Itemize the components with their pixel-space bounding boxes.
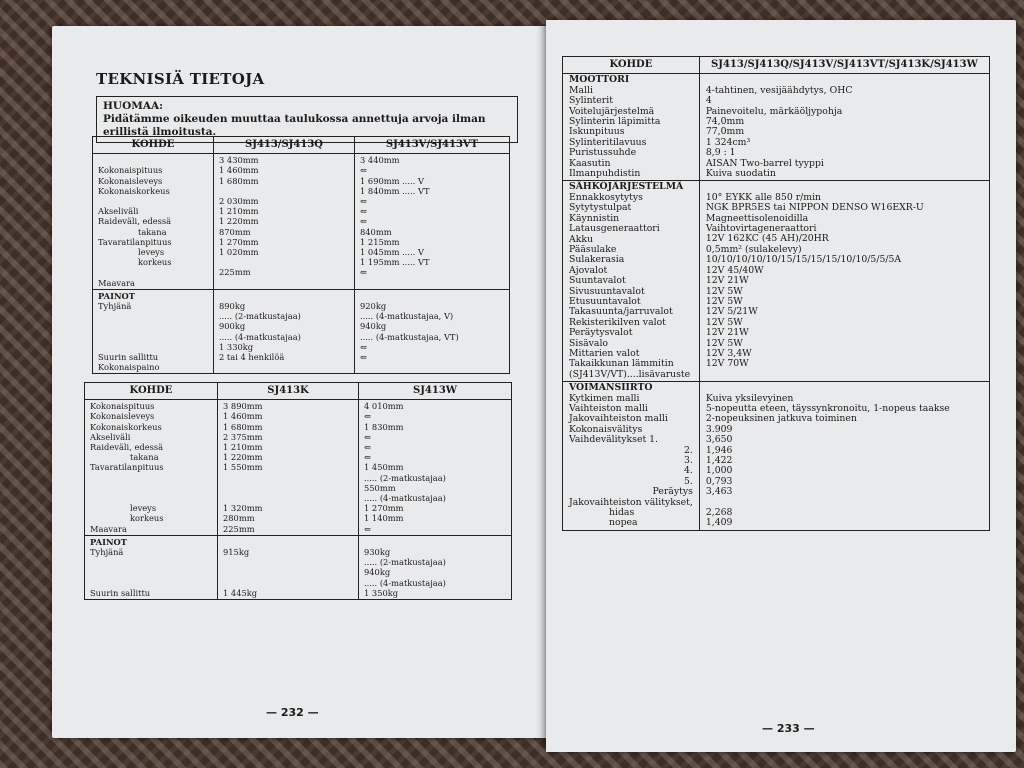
line-text: Mittarien valot (569, 347, 640, 359)
line-text: 1 320mm (223, 503, 263, 514)
line-text (219, 257, 349, 267)
line-text: takana (138, 226, 167, 237)
line-text (219, 186, 349, 196)
line-text: Akseliväli (98, 206, 139, 217)
line-text: 12V 5W (705, 316, 743, 328)
line-text (706, 498, 983, 508)
section-row-moottori (563, 74, 990, 181)
line-text: 1 450mm (364, 462, 404, 473)
line-text: Pääsulake (569, 243, 617, 255)
line-text: Takasuunta/jarruvalot (569, 306, 673, 318)
line-text: ..... (4-matkustajaa, VT) (360, 331, 459, 342)
table-row (85, 400, 512, 536)
line-text: 1,000 (705, 465, 733, 477)
line-text: ⇐ (364, 523, 371, 534)
table-row (85, 535, 512, 599)
line-text: Malli (569, 84, 593, 96)
line-text: 3,650 (705, 434, 733, 446)
line-text: Ilmanpuhdistin (569, 168, 641, 180)
line-text: ⇐ (360, 216, 367, 227)
line-text: 4-tahtinen, vesijäähdytys, OHC (705, 84, 853, 96)
line-text: 1,422 (705, 455, 733, 467)
line-text: Kokonaisleveys (98, 175, 163, 186)
line-text: Kokonaispaino (98, 362, 160, 373)
weight-values-sj413w (359, 535, 512, 599)
line-text (219, 278, 349, 288)
line-text: ⇐ (364, 452, 371, 463)
line-text: ⇐ (360, 206, 367, 217)
line-text: 1 350kg (364, 587, 399, 598)
line-text: Kuiva suodatin (705, 168, 776, 180)
line-text: Raideväli, edessä (90, 442, 164, 453)
line-text (98, 155, 208, 165)
line-text: nopea (609, 517, 638, 529)
line-text: 890kg (219, 301, 246, 312)
line-text: Magneettisolenoidilla (705, 212, 809, 224)
line-text: 3.909 (705, 423, 733, 435)
line-text: ..... (2-matkustajaa) (364, 472, 446, 483)
line-text (223, 473, 353, 483)
line-text: 3 890mm (223, 401, 263, 412)
line-text: Kokonaispituus (98, 165, 163, 176)
section-title: SÄHKÖJÄRJESTELMÄ (569, 181, 684, 193)
line-text: Kokonaisleveys (90, 411, 155, 422)
line-text (98, 332, 208, 342)
line-text: 0,5mm² (sulakelevy) (705, 243, 802, 255)
label-list (569, 394, 693, 529)
line-text: 920kg (360, 301, 387, 312)
line-text: 1 045mm ..... V (360, 247, 424, 258)
line-text: 2 030mm (219, 196, 259, 206)
spec-table-sj413k (84, 382, 512, 600)
line-text: hidas (609, 507, 635, 519)
line-text (90, 483, 212, 493)
value-list (706, 86, 983, 180)
line-text: Takaikkunan lämmitin (569, 358, 674, 370)
line-text: Raideväli, edessä (98, 216, 172, 227)
section-row-sahko (563, 181, 990, 382)
line-text: Kokonaiskorkeus (98, 185, 170, 196)
weight-labels (93, 289, 214, 374)
page-title: TEKNISIÄ TIETOJA (96, 70, 265, 88)
line-text (219, 291, 349, 301)
line-text: ..... (2-matkustajaa) (219, 311, 301, 322)
line-text: 3 430mm (219, 155, 259, 166)
header-sj413v: SJ413V/SJ413VT (355, 137, 510, 154)
line-text: 74,0mm (705, 116, 745, 128)
line-text: Ennakkosytytys (569, 191, 643, 203)
line-text (360, 362, 504, 372)
line-text: Iskunpituus (569, 126, 625, 138)
header-all-models: SJ413/SJ413Q/SJ413V/SJ413VT/SJ413K/SJ413W (699, 57, 989, 74)
line-text (223, 567, 353, 577)
line-text: Sylinterin läpimitta (569, 116, 661, 128)
line-text (364, 537, 506, 547)
dimension-values-sj413w (359, 400, 512, 536)
line-text: Rekisterikilven valot (569, 316, 666, 328)
section-labels (563, 181, 700, 382)
line-text: Tyhjänä (98, 301, 132, 312)
line-text: takana (130, 452, 159, 463)
line-text: 8,9 : 1 (705, 147, 736, 159)
line-text: Ajovalot (569, 264, 608, 276)
line-text: 5. (683, 475, 693, 487)
line-text: Etusuuntavalot (569, 295, 641, 307)
line-text: Jakovaihteiston välitykset, (569, 496, 693, 508)
line-text: Peräytysvalot (569, 327, 633, 339)
page-number: — 232 — (266, 706, 319, 719)
line-text (223, 493, 353, 503)
line-text (223, 483, 353, 493)
line-text: 225mm (219, 267, 251, 278)
line-text: 1 210mm (223, 442, 263, 453)
line-text: 3 440mm (360, 155, 400, 166)
line-text: AISAN Two-barrel tyyppi (705, 157, 824, 169)
line-text: 3,463 (705, 486, 733, 498)
dimension-values-sj413 (214, 154, 355, 290)
line-text: PAINOT (98, 290, 135, 301)
line-text: (SJ413V/VT)....lisävaruste (569, 368, 691, 380)
line-text: 550mm (364, 482, 396, 493)
line-text: 2-nopeuksinen jatkuva toiminen (705, 413, 857, 425)
line-text: leveys (138, 247, 165, 257)
line-text: 870mm (219, 226, 251, 237)
line-text: Sytytystulpat (569, 202, 632, 214)
label-list (569, 86, 693, 180)
line-text (98, 311, 208, 321)
line-text: Painevoitelu, märkäöljypohja (705, 105, 843, 117)
line-text: Maavara (98, 277, 135, 288)
line-text (90, 473, 212, 483)
line-text: 940kg (360, 321, 387, 332)
line-text: 1 215mm (360, 236, 400, 247)
line-text: Sulakerasia (569, 254, 625, 266)
line-text: 1 830mm (364, 421, 404, 432)
line-text (98, 196, 208, 206)
line-text: Vaihdevälitykset 1. (569, 434, 659, 446)
table-row (93, 289, 510, 374)
section-labels (563, 382, 700, 531)
section-values (699, 74, 989, 181)
line-text: 1 690mm ..... V (360, 175, 424, 186)
line-text (223, 557, 353, 567)
line-text: 1,946 (705, 444, 733, 456)
line-text: Suuntavalot (569, 275, 626, 287)
line-text (90, 567, 212, 577)
line-text: ⇐ (360, 196, 367, 207)
line-text: Puristussuhde (569, 147, 637, 159)
line-text: Sylinteritilavuus (569, 136, 647, 148)
line-text: 1 324cm³ (705, 136, 751, 148)
line-text: 1 680mm (219, 175, 259, 186)
line-text: 900kg (219, 321, 246, 332)
line-text: 1 020mm (219, 247, 259, 258)
line-text (223, 578, 353, 588)
line-text (90, 578, 212, 588)
header-sj413k: SJ413K (218, 383, 359, 400)
header-sj413w: SJ413W (359, 383, 512, 400)
line-text: Latausgeneraattori (569, 223, 660, 235)
spec-table-sj413 (92, 136, 510, 374)
line-text: 915kg (223, 547, 250, 558)
line-text: leveys (130, 503, 157, 514)
line-text: ..... (2-matkustajaa) (364, 557, 446, 568)
line-text: 4. (683, 465, 693, 477)
line-text: 1 840mm ..... VT (360, 185, 430, 196)
line-text: 1 460mm (223, 411, 263, 422)
section-row-voimansiirto (563, 382, 990, 531)
line-text: 3. (683, 455, 693, 467)
line-text: 10/10/10/10/10/15/15/15/15/10/10/5/5/5A (705, 254, 902, 266)
notice-box: HUOMAA: Pidätämme oikeuden muuttaa taulukossa annettuja arvoja ilman erillistä ilmoitusta. (96, 96, 518, 143)
header-kohde: KOHDE (85, 383, 218, 400)
header-kohde: KOHDE (93, 137, 214, 154)
line-text: 1 445kg (223, 587, 258, 598)
line-text: Kokonaispituus (90, 401, 155, 412)
line-text: 2 375mm (223, 431, 263, 442)
line-text: ..... (4-matkustajaa) (364, 577, 446, 588)
line-text: NGK BPR5ES tai NIPPON DENSO W16EXR-U (705, 202, 924, 214)
line-text (706, 370, 983, 380)
line-text (223, 537, 353, 547)
line-text: Kytkimen malli (569, 392, 640, 404)
page-number: — 233 — (762, 722, 815, 735)
line-text: Tavaratilanpituus (90, 462, 164, 473)
line-text: 1 460mm (219, 165, 259, 176)
line-text: 1 550mm (223, 462, 263, 473)
line-text: 12V 3,4W (705, 347, 752, 359)
line-text: 930kg (364, 547, 391, 558)
line-text: 10° EYKK alle 850 r/min (705, 191, 822, 203)
line-text: ⇐ (364, 411, 371, 422)
value-list (706, 193, 983, 380)
line-text (98, 267, 208, 277)
line-text: ⇐ (364, 431, 371, 442)
line-text: 12V 162KC (45 AH)/20HR (705, 233, 829, 245)
line-text: Suurin sallittu (90, 587, 151, 598)
line-text (90, 493, 212, 503)
line-text: 280mm (223, 513, 255, 524)
line-text: Sivusuuntavalot (569, 285, 645, 297)
line-text: 0,793 (705, 475, 733, 487)
section-values (699, 382, 989, 531)
line-text: ..... (4-matkustajaa) (364, 493, 446, 504)
line-text: ⇐ (364, 442, 371, 453)
page-232 (52, 26, 548, 738)
line-text: ⇐ (360, 267, 367, 278)
weight-values-sj413v (355, 289, 510, 374)
line-text: Kokonaisvälitys (569, 423, 643, 435)
line-text: korkeus (138, 257, 172, 268)
line-text (219, 362, 349, 372)
line-text: Vaihteiston malli (569, 403, 648, 414)
line-text: 12V 5W (705, 285, 743, 297)
line-text: 1 330kg (219, 341, 254, 352)
weight-labels (85, 535, 218, 599)
line-text: Akku (569, 233, 593, 245)
line-text: 1 140mm (364, 513, 404, 524)
line-text: 4 (705, 95, 712, 107)
line-text: Vaihtovirtageneraattori (705, 223, 817, 235)
line-text: Sisävalo (569, 337, 609, 349)
line-text: 12V 5W (705, 337, 743, 349)
line-text (98, 342, 208, 352)
line-text: Jakovaihteiston malli (569, 413, 668, 425)
line-text: Kuiva yksilevyinen (705, 392, 794, 404)
line-text: 5-nopeutta eteen, täyssynkronoitu, 1-nopeus taakse (705, 402, 950, 414)
line-text: Peräytys (652, 486, 693, 498)
line-text (98, 321, 208, 331)
line-text: 2 tai 4 henkilöä (219, 352, 285, 363)
spec-table-all-models (562, 56, 990, 531)
line-text (90, 557, 212, 567)
label-list (569, 193, 693, 380)
line-text: 2,268 (705, 506, 733, 518)
line-text: Tavaratilanpituus (98, 236, 172, 247)
line-text: 12V 45/40W (705, 264, 764, 276)
line-text: Maavara (90, 523, 127, 534)
line-text: Sylinterit (569, 95, 613, 107)
section-title: VOIMANSIIRTO (569, 382, 653, 394)
line-text: 1 680mm (223, 421, 263, 432)
line-text (360, 278, 504, 288)
line-text: 1 220mm (219, 216, 259, 227)
header-sj413: SJ413/SJ413Q (214, 137, 355, 154)
line-text: 1 270mm (364, 503, 404, 514)
line-text: 1 195mm ..... VT (360, 257, 430, 268)
line-text: korkeus (130, 513, 164, 524)
line-text: ⇐ (360, 352, 367, 363)
line-text: 840mm (360, 226, 392, 237)
table-row (93, 154, 510, 290)
line-text: 12V 21W (705, 275, 749, 287)
line-text: 4 010mm (364, 401, 404, 412)
weight-values-sj413 (214, 289, 355, 374)
line-text: ⇐ (360, 341, 367, 352)
line-text: ⇐ (360, 165, 367, 176)
line-text: Kaasutin (569, 157, 611, 169)
line-text: 1,409 (705, 517, 733, 529)
dimension-values-sj413v (355, 154, 510, 290)
line-text: 2. (683, 444, 693, 456)
section-labels (563, 74, 700, 181)
line-text: Voitelujärjestelmä (569, 105, 655, 117)
dimension-labels (85, 400, 218, 536)
section-title: MOOTTORI (569, 74, 630, 86)
line-text: Käynnistin (569, 212, 620, 224)
line-text: Suurin sallittu (98, 351, 159, 362)
line-text: 77,0mm (705, 126, 745, 138)
line-text (360, 291, 504, 301)
weight-values-sj413k (218, 535, 359, 599)
line-text: 12V 21W (705, 327, 749, 339)
header-kohde: KOHDE (563, 57, 700, 74)
line-text: 1 220mm (223, 452, 263, 463)
dimension-values-sj413k (218, 400, 359, 536)
line-text: 940kg (364, 567, 391, 578)
line-text: Kokonaiskorkeus (90, 421, 162, 432)
line-text: 225mm (223, 523, 255, 534)
value-list (706, 394, 983, 529)
line-text: ..... (4-matkustajaa, V) (360, 311, 454, 322)
line-text: ..... (4-matkustajaa) (219, 331, 301, 342)
page-233 (546, 20, 1016, 752)
line-text: Akseliväli (90, 431, 131, 442)
dimension-labels (93, 154, 214, 290)
line-text: 1 210mm (219, 206, 259, 217)
line-text: PAINOT (90, 536, 127, 547)
line-text: Tyhjänä (90, 547, 124, 558)
line-text: 12V 70W (705, 358, 749, 370)
line-text: 12V 5W (705, 295, 743, 307)
line-text: 12V 5/21W (705, 306, 758, 318)
line-text: 1 270mm (219, 236, 259, 247)
section-values (699, 181, 989, 382)
